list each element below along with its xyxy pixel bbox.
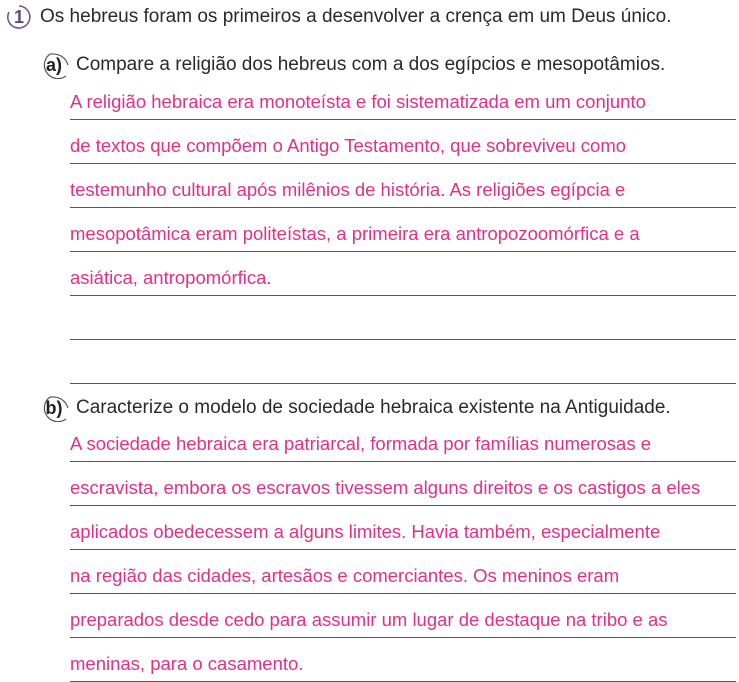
question-number-badge bbox=[6, 4, 32, 30]
answer-line: aplicados obedecessem a alguns limites. Havia também, especialmente bbox=[70, 506, 736, 550]
question-number: 1 bbox=[13, 6, 24, 27]
part-b-answer-lines bbox=[70, 418, 736, 682]
answer-line: na região das cidades, artesãos e comerciantes. Os meninos eram bbox=[70, 550, 736, 594]
answer-line: de textos que compõem o Antigo Testamento, que sobreviveu como bbox=[70, 120, 736, 164]
part-b-label-badge bbox=[40, 394, 70, 422]
part-a-label-badge bbox=[40, 51, 70, 79]
answer-line: mesopotâmica eram politeístas, a primeira era antropozoomórfica e a bbox=[70, 208, 736, 252]
part-a-label: a) bbox=[45, 54, 62, 75]
answer-line bbox=[70, 296, 736, 340]
answer-line: meninas, para o casamento. bbox=[70, 638, 736, 682]
part-b-prompt: Caracterize o modelo de sociedade hebraica existente na Antiguidade. bbox=[76, 397, 671, 418]
answer-line bbox=[70, 340, 736, 384]
part-a-prompt: Compare a religião dos hebreus com a dos egípcios e mesopotâmios. bbox=[76, 54, 666, 75]
answer-line: A sociedade hebraica era patriarcal, formada por famílias numerosas e bbox=[70, 418, 736, 462]
part-b-label: b) bbox=[45, 397, 63, 418]
question-header bbox=[6, 2, 672, 32]
question-text: Os hebreus foram os primeiros a desenvolver a crença em um Deus único. bbox=[40, 6, 672, 27]
answer-line: A religião hebraica era monoteísta e foi sistematizada em um conjunto bbox=[70, 76, 736, 120]
answer-line: escravista, embora os escravos tivessem alguns direitos e os castigos a eles bbox=[70, 462, 736, 506]
answer-line: asiática, antropomórfica. bbox=[70, 252, 736, 296]
part-a-answer-lines bbox=[70, 76, 736, 384]
answer-line: preparados desde cedo para assumir um lugar de destaque na tribo e as bbox=[70, 594, 736, 638]
answer-line: testemunho cultural após milênios de história. As religiões egípcia e bbox=[70, 164, 736, 208]
